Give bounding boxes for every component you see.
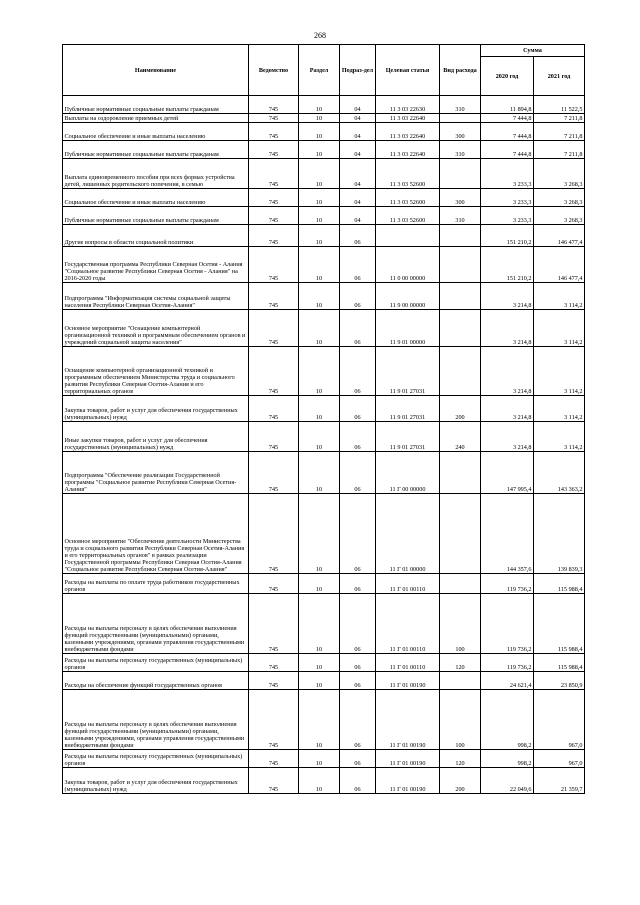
row-name: Социальное обеспечение и иные выплаты населению [63,123,249,141]
table-row [63,159,585,189]
row-dept: 745 [249,114,299,123]
row-target: 11 9 00 00000 [376,283,440,310]
row-subsection: 06 [340,396,376,422]
row-subsection: 06 [340,310,376,347]
row-section: 10 [299,114,340,123]
table-row [63,141,585,159]
row-target: 11 Г 01 00110 [376,574,440,594]
row-section: 10 [299,494,340,574]
row-section: 10 [299,189,340,207]
row-subsection: 04 [340,207,376,225]
table-row [63,114,585,123]
row-dept: 745 [249,159,299,189]
table-row [63,422,585,452]
row-section: 10 [299,396,340,422]
row-target: 11 9 01 27031 [376,347,440,396]
row-value-2020: 998,2 [481,750,534,768]
row-target: 11 9 01 27031 [376,396,440,422]
row-value-2020: 3 214,8 [481,347,534,396]
row-subsection: 04 [340,159,376,189]
row-value-2020: 119 736,2 [481,594,534,654]
row-name: Государственная программа Республики Северная Осетия - Алания "Социальное развитие Республики Северная Осетия - Алания" на 2016-2020 годы [63,247,249,283]
row-section: 10 [299,672,340,690]
row-expense: 300 [440,189,481,207]
row-name: Расходы на выплаты персоналу в целях обеспечения выполнения функций государственными (муниципальными) органами, казенными учреждениями, органами управления государственными внебюджетными фондами [63,594,249,654]
row-expense: 200 [440,768,481,794]
header-expense: Вид расхода [440,45,481,96]
row-subsection: 06 [340,574,376,594]
row-value-2020: 3 214,8 [481,422,534,452]
row-section: 10 [299,225,340,247]
table-row [63,594,585,654]
row-subsection: 04 [340,189,376,207]
row-dept: 745 [249,310,299,347]
row-name: Оснащение компьютерной организационной техникой и программным обеспечением Министерства труда и социального развития Республики Северная Осетия-Алания и его территориальных органов [63,347,249,396]
row-target: 11 Г 01 00190 [376,768,440,794]
row-section: 10 [299,422,340,452]
row-value-2020: 3 233,3 [481,207,534,225]
row-section: 10 [299,594,340,654]
row-dept: 745 [249,283,299,310]
row-target: 11 Г 01 00190 [376,750,440,768]
row-target [376,225,440,247]
row-target: 11 Г 01 00190 [376,672,440,690]
row-value-2021: 3 268,3 [534,189,585,207]
row-section: 10 [299,574,340,594]
row-expense [440,452,481,494]
row-section: 10 [299,247,340,283]
row-name: Подпрограмма "Обеспечение реализации Государственной программы "Социальное развитие Республики Северная Осетия-Алания" [63,452,249,494]
row-dept: 745 [249,123,299,141]
row-subsection: 06 [340,452,376,494]
row-value-2021: 11 522,5 [534,96,585,114]
header-2021: 2021 год [534,57,585,96]
row-section: 10 [299,96,340,114]
row-value-2021: 115 988,4 [534,654,585,672]
table-row [63,96,585,114]
header-dept: Ведомство [249,45,299,96]
row-name: Расходы на выплаты персоналу в целях обеспечения выполнения функций государственными (муниципальными) органами, казенными учреждениями, органами управления государственными внебюджетными фондами [63,690,249,750]
row-subsection: 06 [340,347,376,396]
header-name: Наименование [63,45,249,96]
row-name: Иные закупки товаров, работ и услуг для обеспечения государственных (муниципальных) нужд [63,422,249,452]
row-expense [440,114,481,123]
row-value-2020: 3 214,8 [481,283,534,310]
row-value-2021: 139 839,3 [534,494,585,574]
row-subsection: 04 [340,141,376,159]
row-name: Публичные нормативные социальные выплаты гражданам [63,207,249,225]
row-subsection: 06 [340,672,376,690]
row-target: 11 3 03 22640 [376,123,440,141]
row-target: 11 Г 01 00110 [376,594,440,654]
row-section: 10 [299,159,340,189]
row-value-2020: 151 210,2 [481,247,534,283]
table-row [63,768,585,794]
row-expense: 240 [440,422,481,452]
row-target: 11 3 03 22640 [376,114,440,123]
row-subsection: 04 [340,96,376,114]
row-dept: 745 [249,750,299,768]
row-dept: 745 [249,672,299,690]
row-value-2020: 11 894,8 [481,96,534,114]
row-name: Основное мероприятие "Оснащение компьютерной организационной техникой и программным обеспечением органов и учреждений социальной защиты населения" [63,310,249,347]
row-name: Расходы на выплаты персоналу государственных (муниципальных) органов [63,750,249,768]
row-dept: 745 [249,207,299,225]
row-target: 11 9 01 00000 [376,310,440,347]
row-value-2021: 967,0 [534,750,585,768]
header-sum: Сумма [481,45,585,57]
row-dept: 745 [249,141,299,159]
row-dept: 745 [249,690,299,750]
row-name: Расходы на выплаты персоналу государственных (муниципальных) органов [63,654,249,672]
row-value-2020: 22 049,6 [481,768,534,794]
table-row [63,396,585,422]
table-row [63,225,585,247]
row-name: Социальное обеспечение и иные выплаты населению [63,189,249,207]
row-expense: 100 [440,690,481,750]
row-expense: 100 [440,594,481,654]
row-value-2020: 7 444,8 [481,141,534,159]
row-value-2020: 24 621,4 [481,672,534,690]
row-dept: 745 [249,247,299,283]
row-target: 11 3 03 52600 [376,207,440,225]
row-expense [440,494,481,574]
table-row [63,207,585,225]
row-expense: 120 [440,750,481,768]
row-value-2021: 3 268,3 [534,207,585,225]
table-row [63,347,585,396]
row-value-2021: 3 268,3 [534,159,585,189]
row-value-2020: 7 444,8 [481,114,534,123]
row-dept: 745 [249,494,299,574]
table-body [63,96,585,794]
row-expense: 300 [440,123,481,141]
header-subsection: Подраз-дел [340,45,376,96]
row-value-2021: 115 988,4 [534,574,585,594]
row-subsection: 04 [340,114,376,123]
header-2020: 2020 год [481,57,534,96]
row-expense [440,310,481,347]
row-dept: 745 [249,574,299,594]
row-value-2020: 147 995,4 [481,452,534,494]
table-row [63,574,585,594]
table-row [63,452,585,494]
table-row [63,654,585,672]
row-subsection: 06 [340,283,376,310]
table-row [63,672,585,690]
row-subsection: 06 [340,225,376,247]
row-subsection: 06 [340,768,376,794]
table-row [63,247,585,283]
table-row [63,494,585,574]
row-target: 11 Г 01 00190 [376,690,440,750]
row-value-2021: 146 477,4 [534,225,585,247]
row-section: 10 [299,283,340,310]
row-section: 10 [299,768,340,794]
row-expense [440,672,481,690]
row-name: Закупка товаров, работ и услуг для обеспечения государственных (муниципальных) нужд [63,768,249,794]
row-expense [440,225,481,247]
row-expense [440,247,481,283]
row-value-2021: 967,0 [534,690,585,750]
row-expense: 310 [440,96,481,114]
row-name: Другие вопросы в области социальной политики [63,225,249,247]
row-target: 11 3 03 52600 [376,159,440,189]
row-section: 10 [299,452,340,494]
row-name: Расходы на выплаты по оплате труда работников государственных органов [63,574,249,594]
row-section: 10 [299,123,340,141]
row-name: Подпрограмма "Информатизация системы социальной защиты населения Республики Северная Осетия-Алания" [63,283,249,310]
row-value-2020: 151 210,2 [481,225,534,247]
table-row [63,189,585,207]
row-value-2021: 3 114,2 [534,396,585,422]
row-value-2020: 3 233,3 [481,189,534,207]
row-expense: 200 [440,396,481,422]
row-section: 10 [299,654,340,672]
row-target: 11 9 01 27031 [376,422,440,452]
row-value-2021: 21 359,7 [534,768,585,794]
row-target: 11 0 00 00000 [376,247,440,283]
row-value-2021: 23 850,9 [534,672,585,690]
row-value-2020: 119 736,2 [481,654,534,672]
row-dept: 745 [249,594,299,654]
row-subsection: 06 [340,594,376,654]
row-target: 11 3 03 22640 [376,141,440,159]
row-target: 11 3 03 22630 [376,96,440,114]
row-value-2020: 998,2 [481,690,534,750]
row-name: Основное мероприятие "Обеспечение деятельности Министерства труда и социального развития Республики Северная Осетия-Алания и его территориальных органов" в рамках реализации Государственной программы Республики Северная Осетия-Алания "Социальное развитие Республики Северная Осетия-Алания" [63,494,249,574]
row-expense [440,159,481,189]
row-dept: 745 [249,768,299,794]
row-subsection: 06 [340,750,376,768]
row-section: 10 [299,207,340,225]
row-subsection: 04 [340,123,376,141]
row-expense [440,283,481,310]
row-value-2020: 7 444,8 [481,123,534,141]
row-value-2021: 3 114,2 [534,422,585,452]
table-row [63,750,585,768]
row-target: 11 Г 00 00000 [376,452,440,494]
row-section: 10 [299,690,340,750]
row-section: 10 [299,310,340,347]
row-dept: 745 [249,396,299,422]
row-dept: 745 [249,96,299,114]
row-name: Публичные нормативные социальные выплаты гражданам [63,141,249,159]
page-number: 268 [314,31,326,40]
row-dept: 745 [249,654,299,672]
table-row [63,123,585,141]
row-section: 10 [299,750,340,768]
row-value-2020: 144 357,6 [481,494,534,574]
row-target: 11 3 03 52600 [376,189,440,207]
row-value-2020: 3 214,8 [481,310,534,347]
row-value-2021: 7 211,8 [534,141,585,159]
row-value-2021: 143 363,2 [534,452,585,494]
row-value-2021: 3 114,2 [534,347,585,396]
row-value-2021: 7 211,8 [534,123,585,141]
row-dept: 745 [249,347,299,396]
row-name: Закупка товаров, работ и услуг для обеспечения государственных (муниципальных) нужд [63,396,249,422]
row-target: 11 Г 01 00000 [376,494,440,574]
row-value-2021: 7 211,8 [534,114,585,123]
row-dept: 745 [249,452,299,494]
row-expense: 310 [440,141,481,159]
row-subsection: 06 [340,654,376,672]
row-value-2020: 3 214,8 [481,396,534,422]
row-name: Расходы на обеспечение функций государственных органов [63,672,249,690]
row-dept: 745 [249,422,299,452]
row-value-2021: 115 988,4 [534,594,585,654]
row-expense [440,347,481,396]
row-value-2020: 3 233,3 [481,159,534,189]
row-section: 10 [299,347,340,396]
budget-table-wrapper [62,44,584,794]
row-subsection: 06 [340,690,376,750]
row-subsection: 06 [340,247,376,283]
header-target: Целевая статья [376,45,440,96]
header-section: Раздел [299,45,340,96]
row-value-2021: 3 114,2 [534,283,585,310]
row-name: Выплата единовременного пособия при всех формах устройства детей, лишенных родительского попечения, в семью [63,159,249,189]
row-expense: 120 [440,654,481,672]
row-value-2020: 119 736,2 [481,574,534,594]
row-dept: 745 [249,189,299,207]
row-name: Публичные нормативные социальные выплаты гражданам [63,96,249,114]
table-row [63,690,585,750]
table-row [63,310,585,347]
budget-table [62,44,585,794]
row-subsection: 06 [340,494,376,574]
row-expense: 310 [440,207,481,225]
row-subsection: 06 [340,422,376,452]
row-value-2021: 3 114,2 [534,310,585,347]
row-expense [440,574,481,594]
row-name: Выплаты на оздоровление приемных детей [63,114,249,123]
row-dept: 745 [249,225,299,247]
row-section: 10 [299,141,340,159]
table-row [63,283,585,310]
row-target: 11 Г 01 00110 [376,654,440,672]
row-value-2021: 146 477,4 [534,247,585,283]
